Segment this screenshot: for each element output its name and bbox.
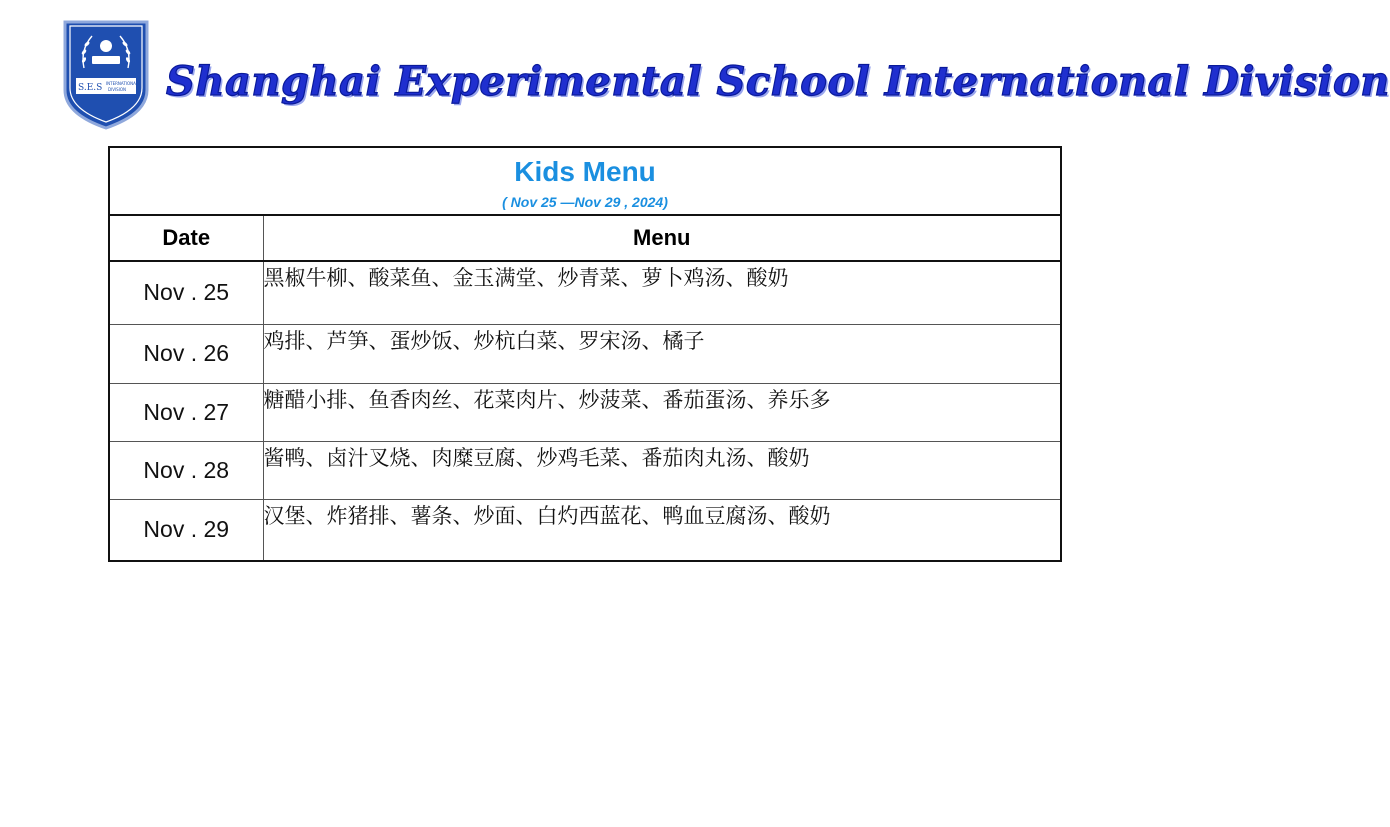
menu-table	[108, 146, 1062, 562]
school-logo	[62, 16, 150, 130]
menu-items-cell: 鸡排、芦笋、蛋炒饭、炒杭白菜、罗宋汤、橘子	[263, 324, 1061, 383]
menu-title: Kids Menu	[514, 156, 656, 187]
table-row	[109, 261, 1061, 324]
table-row	[109, 499, 1061, 561]
date-cell: Nov . 27	[109, 383, 263, 441]
column-header-date: Date	[109, 215, 263, 261]
table-row	[109, 324, 1061, 383]
menu-items-cell: 酱鸭、卤汁叉烧、肉糜豆腐、炒鸡毛菜、番茄肉丸汤、酸奶	[263, 441, 1061, 499]
table-row	[109, 441, 1061, 499]
date-cell: Nov . 25	[109, 261, 263, 324]
svg-text:DIVISION: DIVISION	[108, 87, 127, 92]
menu-items-cell: 汉堡、炸猪排、薯条、炒面、白灼西蓝花、鸭血豆腐汤、酸奶	[263, 499, 1061, 561]
menu-items-cell: 糖醋小排、鱼香肉丝、花菜肉片、炒菠菜、番茄蛋汤、养乐多	[263, 383, 1061, 441]
logo-text: S.E.S	[78, 83, 103, 93]
svg-text:INTERNATIONAL: INTERNATIONAL	[106, 81, 139, 86]
table-row	[109, 383, 1061, 441]
column-header-menu: Menu	[263, 215, 1061, 261]
menu-date-range: ( Nov 25 —Nov 29 , 2024)	[502, 194, 668, 210]
menu-title-block	[109, 147, 1061, 215]
date-cell: Nov . 28	[109, 441, 263, 499]
date-cell: Nov . 29	[109, 499, 263, 561]
date-cell: Nov . 26	[109, 324, 263, 383]
menu-items-cell: 黑椒牛柳、酸菜鱼、金玉满堂、炒青菜、萝卜鸡汤、酸奶	[263, 261, 1061, 324]
school-name: Shanghai Experimental School International Division	[166, 58, 1390, 105]
